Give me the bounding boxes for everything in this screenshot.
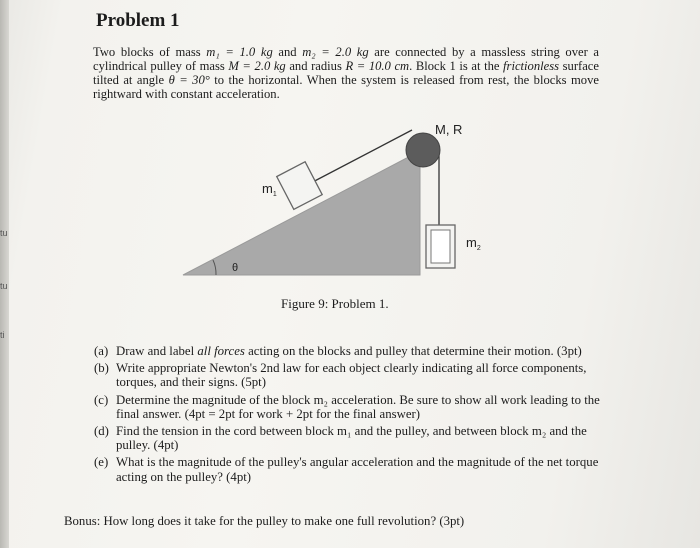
margin-mark: tu bbox=[0, 281, 8, 291]
bonus-question: Bonus: How long does it take for the pulley to make one full revolution? (3pt) bbox=[64, 514, 465, 528]
page-binding-edge bbox=[0, 0, 9, 548]
pulley-label: M, R bbox=[435, 122, 463, 137]
pulley-diagram bbox=[150, 118, 490, 288]
question-letter: (b) bbox=[94, 361, 109, 376]
problem-title: Problem 1 bbox=[96, 10, 180, 31]
angle-label: θ bbox=[232, 262, 239, 274]
question-item: (b) Write appropriate Newton's 2nd law for each object clearly indicating all force components, torques, and their signs. (5pt) bbox=[94, 361, 587, 390]
margin-mark: ti bbox=[0, 330, 5, 340]
question-item: (c) Determine the magnitude of the block m₂ acceleration. Be sure to show all work leading to the final answer. (4pt = 2pt for work + 2pt for the final answer) bbox=[94, 392, 600, 421]
margin-mark: tu bbox=[0, 228, 8, 238]
question-item: (d) Find the tension in the cord between block m₁ and the pulley, and between block m₂ and the pulley. (4pt) bbox=[94, 424, 587, 453]
figure-caption: Figure 9: Problem 1. bbox=[281, 296, 389, 311]
pulley-icon bbox=[406, 133, 440, 167]
problem-statement: Two blocks of mass m₁ = 1.0 kg and m₂ = 2.0 kg are connected by a massless string over a cylindrical pulley of mass M = 2.0 kg and radius R = 10.0 cm. Block 1 is at the frictionless surface tilted at angle θ = 30° to the horizontal. When the system is released from rest, the blocks move rightward with constant acceleration. bbox=[93, 45, 600, 101]
question-item: (e) What is the magnitude of the pulley's angular acceleration and the magnitude of the net torque acting on the pulley? (4pt) bbox=[94, 455, 599, 484]
question-letter: (e) bbox=[94, 455, 109, 470]
question-letter: (c) bbox=[94, 392, 109, 407]
bonus-label: Bonus: bbox=[64, 514, 101, 528]
block-1 bbox=[277, 162, 322, 210]
question-letter: (a) bbox=[94, 344, 109, 358]
block-1-label: $m_1$ bbox=[262, 181, 277, 198]
block-2-label: $m_2$ bbox=[466, 235, 481, 252]
question-item: (a) Draw and label all forces acting on the blocks and pulley that determine their motion. (3pt) bbox=[94, 344, 582, 358]
question-letter: (d) bbox=[94, 424, 109, 439]
block-2-inner bbox=[431, 230, 450, 263]
question-list bbox=[64, 344, 604, 487]
